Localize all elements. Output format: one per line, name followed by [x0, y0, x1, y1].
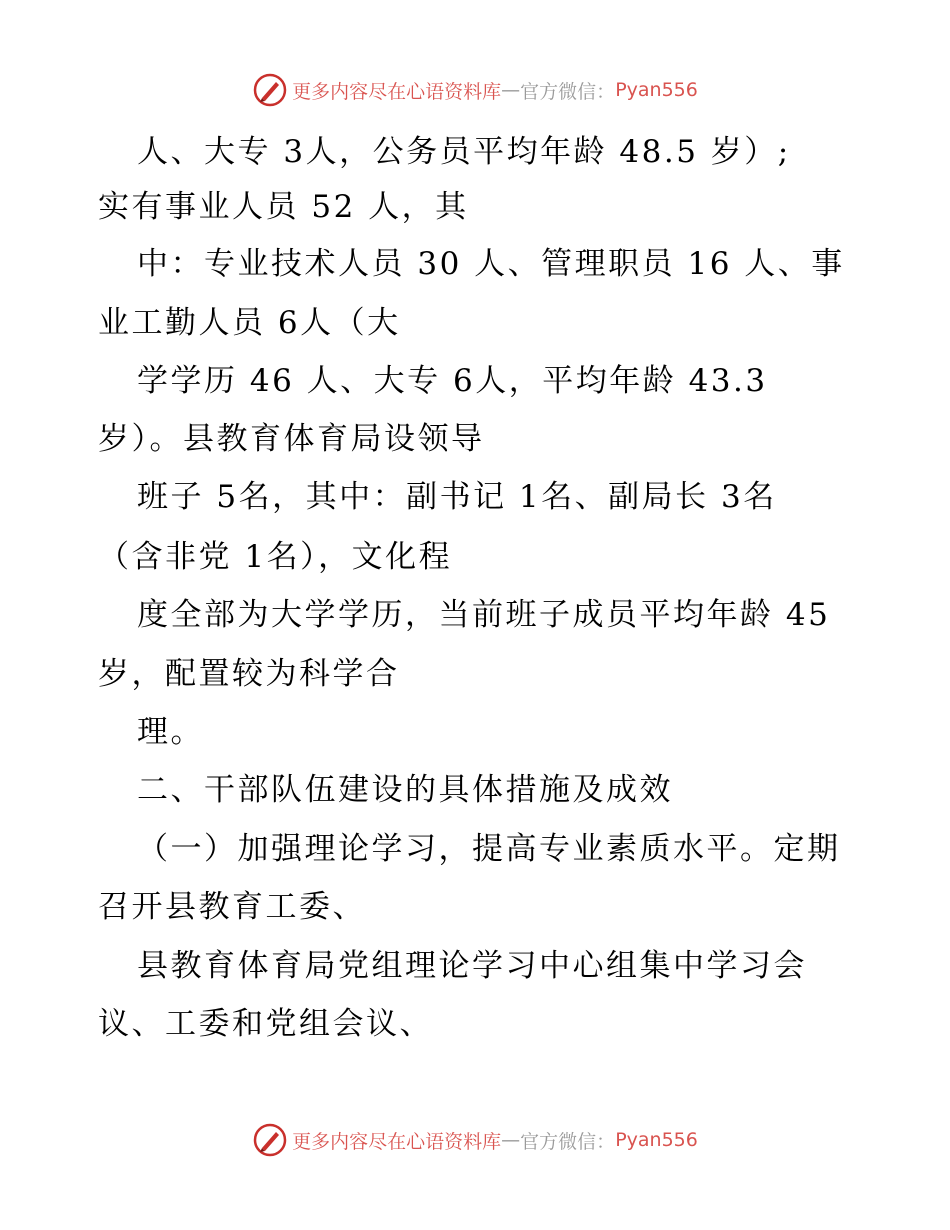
body-line: 理。: [137, 714, 204, 750]
body-line: 班子 5名，其中：副书记 1名、副局长 3名: [137, 479, 777, 515]
section-heading: 二、干部队伍建设的具体措施及成效: [137, 772, 673, 808]
body-line: 业工勤人员 6人（大: [98, 305, 401, 341]
watermark-prefix: 更多内容尽在心语资料库: [292, 80, 502, 103]
watermark-wechat-id: Pyan556: [615, 79, 698, 101]
body-line: 岁，配置较为科学合: [98, 656, 400, 692]
header-watermark: [0, 70, 950, 110]
body-line: 县教育体育局党组理论学习中心组集中学习会: [137, 948, 807, 984]
body-line: 中：专业技术人员 30 人、管理职员 16 人、事: [137, 246, 845, 282]
pen-logo-icon: [252, 1122, 288, 1158]
body-line: 人、大专 3人，公务员平均年龄 48.5 岁）;: [137, 134, 791, 170]
body-line: （含非党 1名），文化程: [98, 539, 453, 575]
body-line: 实有事业人员 52 人，其: [98, 189, 469, 225]
watermark-wechat-label: 官方微信：: [520, 1130, 616, 1153]
body-line: 度全部为大学学历，当前班子成员平均年龄 45: [137, 597, 831, 633]
watermark-wechat-id: Pyan556: [615, 1129, 698, 1151]
watermark-prefix: 更多内容尽在心语资料库: [292, 1130, 502, 1153]
pen-logo-icon: [252, 72, 288, 108]
watermark-wechat-label: 官方微信：: [520, 80, 616, 103]
body-line: （一）加强理论学习，提高专业素质水平。定期: [137, 831, 841, 867]
body-line: 议、工委和党组会议、: [98, 1006, 433, 1042]
body-line: 召开县教育工委、: [98, 889, 366, 925]
watermark-separator: —: [501, 79, 521, 101]
body-line: 学学历 46 人、大专 6人，平均年龄 43.3: [137, 363, 768, 399]
watermark-separator: —: [501, 1129, 521, 1151]
body-line: 岁）。县教育体育局设领导: [98, 421, 485, 457]
footer-watermark: [0, 1120, 950, 1160]
